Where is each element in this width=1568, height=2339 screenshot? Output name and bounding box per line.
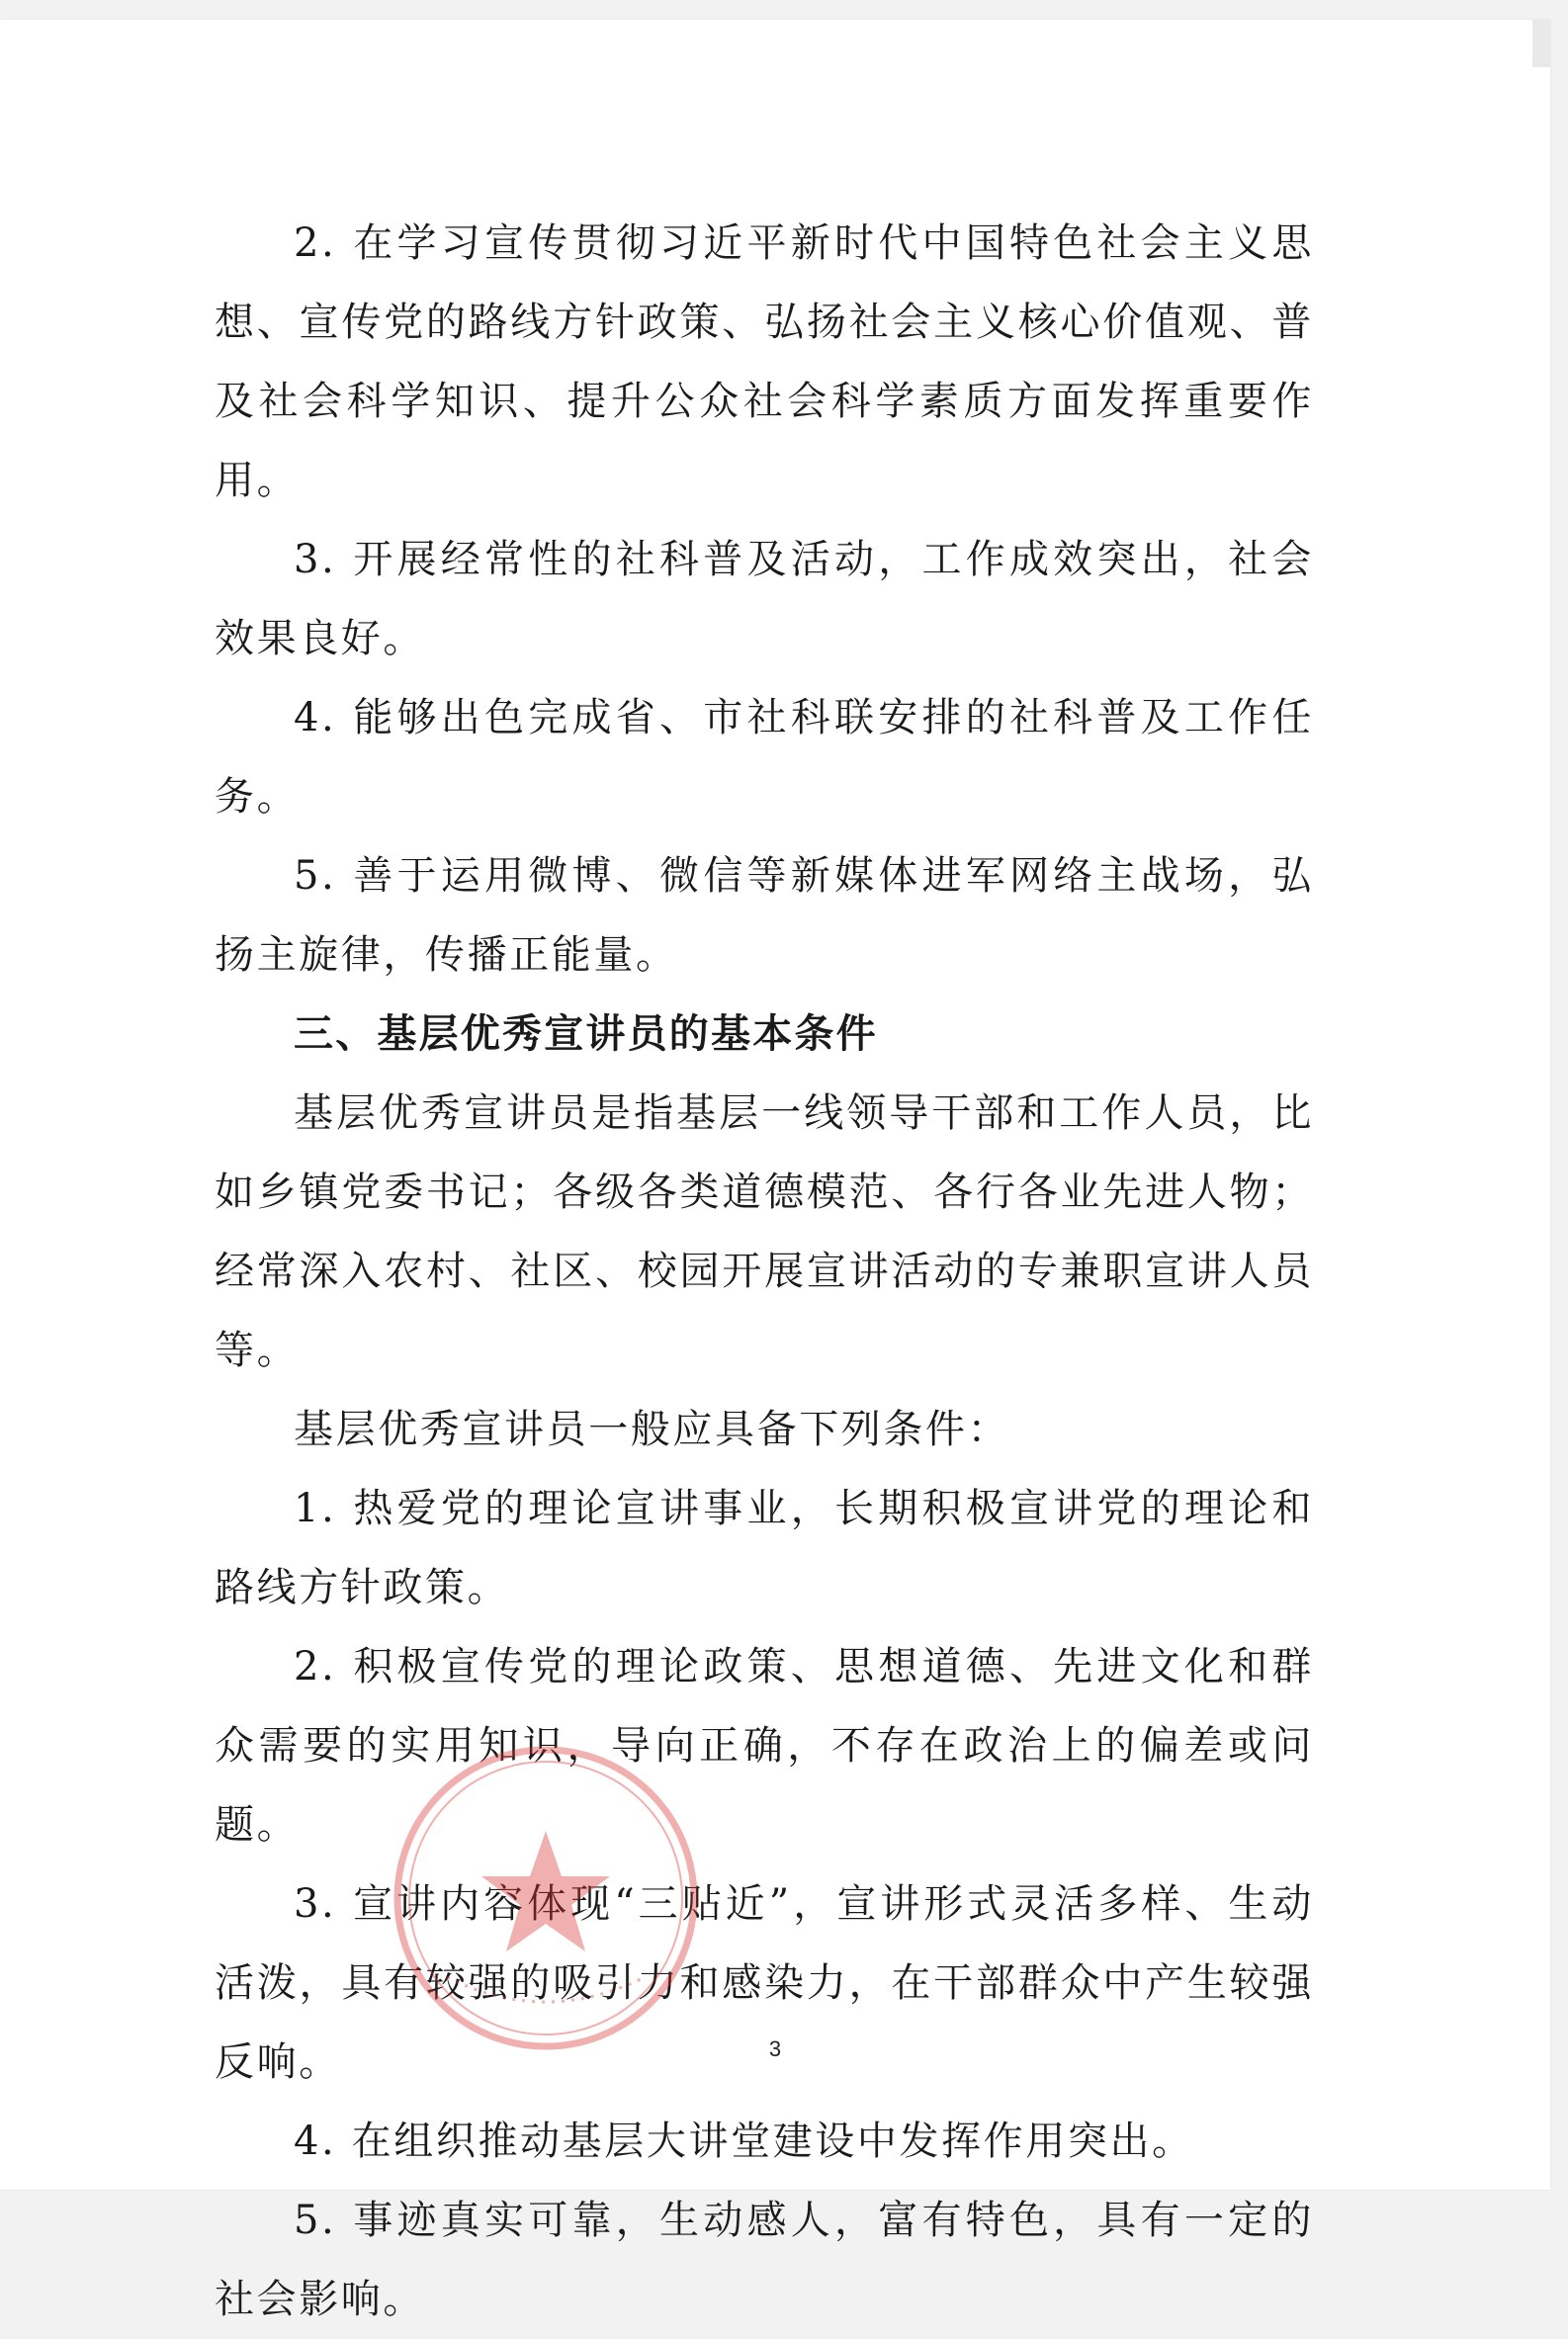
paragraph-criterion-2: 2. 在学习宣传贯彻习近平新时代中国特色社会主义思想、宣传党的路线方针政策、弘扬社会主义核心价值观、普及社会科学知识、提升公众社会科学素质方面发挥重要作用。 — [215, 220, 1314, 503]
page-number: 3 — [768, 2036, 782, 2061]
document-body — [215, 204, 1314, 2339]
paragraph-criterion-4: 4. 能够出色完成省、市社科联安排的社科普及工作任务。 — [215, 695, 1314, 820]
document-page — [0, 20, 1550, 2322]
paragraph-definition: 基层优秀宣讲员是指基层一线领导干部和工作人员，比如乡镇党委书记；各级各类道德模范、各行各业先进人物；经常深入农村、社区、校园开展宣讲活动的专兼职宣讲人员等。 — [215, 1090, 1314, 1373]
paragraph-condition-3: 3. 宣讲内容体现“三贴近”，宣讲形式灵活多样、生动活泼，具有较强的吸引力和感染力，在干部群众中产生较强反响。 — [215, 1881, 1314, 2085]
paragraph-condition-1: 1. 热爱党的理论宣讲事业，长期积极宣讲党的理论和路线方针政策。 — [215, 1486, 1314, 1610]
paragraph-condition-5: 5. 事迹真实可靠，生动感人，富有特色，具有一定的社会影响。 — [215, 2198, 1314, 2322]
paragraph-condition-4: 4. 在组织推动基层大讲堂建设中发挥作用突出。 — [294, 2119, 1194, 2164]
paragraph-conditions-intro: 基层优秀宣讲员一般应具备下列条件： — [294, 1407, 1010, 1452]
scan-corner-mark — [1532, 20, 1550, 67]
paragraph-criterion-5: 5. 善于运用微博、微信等新媒体进军网络主战场，弘扬主旋律，传播正能量。 — [215, 853, 1314, 978]
section-heading: 三、基层优秀宣讲员的基本条件 — [294, 1011, 878, 1057]
paragraph-criterion-3: 3. 开展经常性的社科普及活动，工作成效突出，社会效果良好。 — [215, 537, 1314, 661]
paragraph-condition-2: 2. 积极宣传党的理论政策、思想道德、先进文化和群众需要的实用知识，导向正确，不存在政治上的偏差或问题。 — [215, 1644, 1314, 1848]
